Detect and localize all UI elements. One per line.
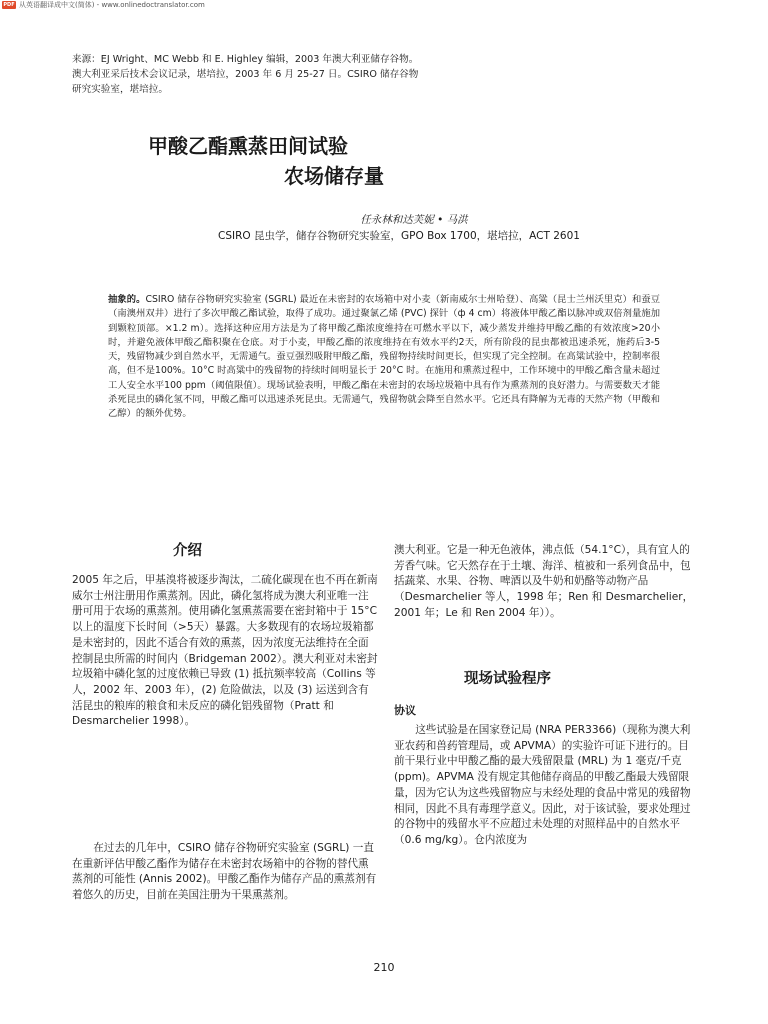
intro-paragraph-2: 在过去的几年中，CSIRO 储存谷物研究实验室 (SGRL) 一直在重新评估甲酸乙酯作为储存在未密封农场箱中的谷物的替代熏蒸剂的可能性 (Annis 2002)。甲酸乙酯作为储存产品的熏蒸剂有着悠久的历史，目前在美国注册为干果熏蒸剂。	[72, 842, 377, 902]
paper-affiliation: CSIRO 昆虫学，储存谷物研究实验室，GPO Box 1700，堪培拉，ACT 2601	[218, 230, 580, 242]
translator-banner[interactable]	[2, 0, 205, 10]
section-heading-field-trial: 现场试验程序	[464, 671, 551, 687]
source-line: 来源：EJ Wright、MC Webb 和 E. Highley 编辑，2003 年澳大利亚储存谷物。	[72, 54, 419, 65]
source-citation	[72, 52, 492, 97]
section-heading-intro: 介绍	[173, 543, 202, 559]
paper-title-line-1: 甲酸乙酯熏蒸田间试验	[148, 134, 348, 158]
protocol-paragraph: 这些试验是在国家登记局 (NRA PER3366)（现称为澳大利亚农药和兽药管理局，或 APVMA）的实验许可证下进行的。目前干果行业中甲酸乙酯的最大残留限量 (MRL) 为 1 毫克/千克 (ppm)。APVMA 没有规定其他储存商品的甲酸乙酯最大残留限量，因为它认为这些残留物应与未经处理的食品中常见的残留物相同，因此不具有毒理学意义。因此，对于该试验，要求处理过的谷物中的残留水平不应超过未处理的对照样品中的自然水平（0.6 mg/kg）。仓内浓度为	[394, 724, 691, 846]
abstract	[108, 293, 660, 422]
paper-title-line-2: 农场储存量	[284, 164, 384, 188]
abstract-body: CSIRO 储存谷物研究实验室 (SGRL) 最近在未密封的农场箱中对小麦（新南威尔士州哈登）、高粱（昆士兰州沃里克）和蚕豆（南澳州双井）进行了多次甲酸乙酯试验，取得了成功。通过聚氯乙烯 (PVC) 探针（ф 4 cm）将液体甲酸乙酯以脉冲或双倍剂量施加到颗粒顶部。×1.2 m）。选择这种应用方法是为了将甲酸乙酯浓度维持在可燃水平以下，减少蒸发并维持甲酸乙酯的有效浓度>20小时，并避免液体甲酸乙酯积聚在仓底。对于小麦，甲酸乙酯的浓度维持在有效水平约2天，所有阶段的昆虫都被迅速杀死，施药后3-5天，残留物减少到自然水平，无需通气。蚕豆强烈吸附甲酸乙酯，残留物持续时间更长，但实现了完全控制。在高粱试验中，控制率很高，但不是100%。10°C 时高粱中的残留物的持续时间明显长于 20°C 时。在施用和熏蒸过程中，工作环境中的甲酸乙酯含量未超过工人安全水平100 ppm（阈值限值）。现场试验表明，甲酸乙酯在未密封的农场垃圾箱中具有作为熏蒸剂的良好潜力。与需要数天才能杀死昆虫的磷化氢不同，甲酸乙酯可以迅速杀死昆虫。无需通气，残留物就会降至自然水平。它还具有降解为无毒的天然产物（甲酸和乙醇）的额外优势。	[108, 294, 660, 420]
subheading-protocol: 协议	[394, 704, 416, 717]
abstract-lead: 抽象的。	[108, 294, 146, 305]
translator-banner-text[interactable]: 从英语翻译成中文(简体) - www.onlinedoctranslator.com	[19, 1, 205, 9]
translator-logo-icon: PDF	[3, 2, 15, 8]
intro-paragraph-1: 2005 年之后，甲基溴将被逐步淘汰，二硫化碳现在也不再在新南威尔士州注册用作熏蒸剂。因此，磷化氢将成为澳大利亚唯一注册可用于农场的熏蒸剂。使用磷化氢熏蒸需要在密封箱中于 15°C 以上的温度下长时间（>5天）暴露。大多数现有的农场垃圾箱都是未密封的，因此不适合有效的熏蒸，因为浓度无法维持在全面控制昆虫所需的时间内（Bridgeman 2002）。澳大利亚对未密封垃圾箱中磷化氢的过度依赖已导致 (1) 抵抗频率较高（Collins 等人，2002 年、2003 年），(2) 危险做法，以及 (3) 运送到含有活昆虫的粮库的粮食和未反应的磷化铝残留物（Pratt 和 Desmarchelier 1998）。	[72, 574, 378, 728]
source-line: 澳大利亚采后技术会议记录，堪培拉，2003 年 6 月 25-27 日。CSIRO 储存谷物	[72, 69, 419, 80]
page-number: 210	[373, 961, 395, 974]
source-line: 研究实验室，堪培拉。	[72, 84, 168, 95]
paper-authors: 任永林和达芙妮 • 马洪	[360, 214, 468, 226]
right-column-paragraph-1: 澳大利亚。它是一种无色液体，沸点低（54.1°C），具有宜人的芳香气味。它天然存在于土壤、海洋、植被和一系列食品中，包括蔬菜、水果、谷物、啤酒以及牛奶和奶酪等动物产品（Desmarchelier 等人，1998 年；Ren 和 Desmarchelier，2001 年；Le 和 Ren 2004 年））。	[394, 544, 694, 619]
